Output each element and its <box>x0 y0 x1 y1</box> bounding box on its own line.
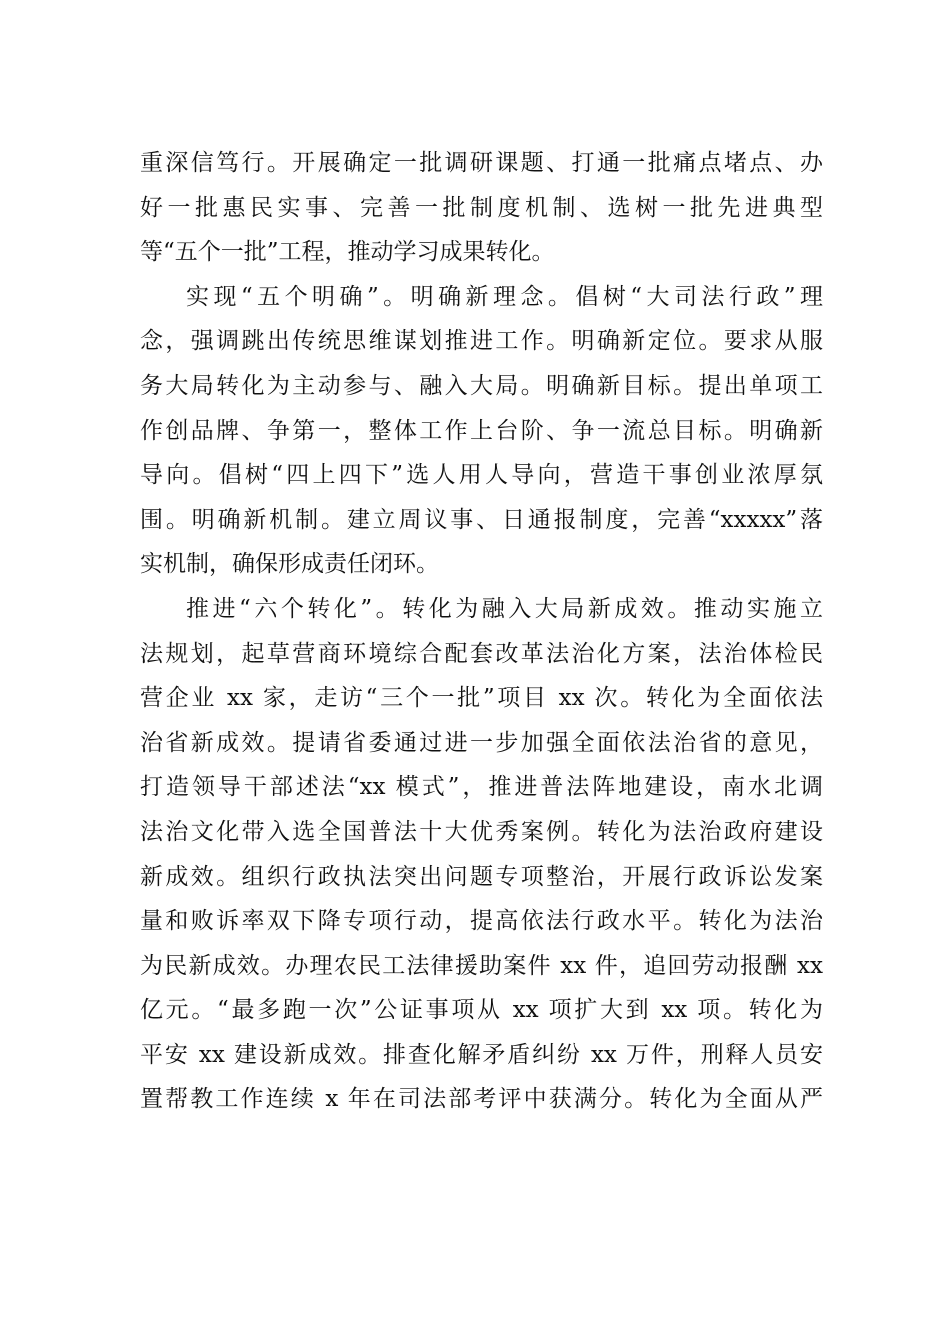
text-line: 量和败诉率双下降专项行动，提高依法行政水平。转化为法治 <box>140 908 823 935</box>
paragraph-first-line: 推进“六个转化”。转化为融入大局新成效。推动实施立 <box>186 595 823 622</box>
text-line: 治省新成效。提请省委通过进一步加强全面依法治省的意见， <box>140 729 823 756</box>
text-line: 实机制，确保形成责任闭环。 <box>140 551 439 578</box>
text-line: 务大局转化为主动参与、融入大局。明确新目标。提出单项工 <box>140 372 823 399</box>
text-line: 为民新成效。办理农民工法律援助案件 xx 件，追回劳动报酬 xx <box>140 952 823 979</box>
document-body <box>140 141 823 1122</box>
paragraph-first-line: 实现“五个明确”。明确新理念。倡树“大司法行政”理 <box>186 283 823 310</box>
text-line: 作创品牌、争第一，整体工作上台阶、争一流总目标。明确新 <box>140 417 823 444</box>
text-line: 法规划，起草营商环境综合配套改革法治化方案，法治体检民 <box>140 640 823 667</box>
text-line: 置帮教工作连续 x 年在司法部考评中获满分。转化为全面从严 <box>140 1086 823 1113</box>
text-line: 新成效。组织行政执法突出问题专项整治，开展行政诉讼发案 <box>140 863 823 890</box>
text-line: 打造领导干部述法“xx 模式”，推进普法阵地建设，南水北调 <box>140 774 823 801</box>
text-line: 围。明确新机制。建立周议事、日通报制度，完善“xxxxx”落 <box>140 506 823 533</box>
text-line: 营企业 xx 家，走访“三个一批”项目 xx 次。转化为全面依法 <box>140 685 823 712</box>
text-line: 亿元。“最多跑一次”公证事项从 xx 项扩大到 xx 项。转化为 <box>140 997 823 1024</box>
text-line: 平安 xx 建设新成效。排查化解矛盾纠纷 xx 万件，刑释人员安 <box>140 1041 823 1068</box>
text-line: 等“五个一批”工程，推动学习成果转化。 <box>140 239 555 266</box>
text-line: 法治文化带入选全国普法十大优秀案例。转化为法治政府建设 <box>140 818 823 845</box>
text-line: 念，强调跳出传统思维谋划推进工作。明确新定位。要求从服 <box>140 328 823 355</box>
text-line: 好一批惠民实事、完善一批制度机制、选树一批先进典型 <box>140 194 823 221</box>
text-line: 重深信笃行。开展确定一批调研课题、打通一批痛点堵点、办 <box>140 150 823 176</box>
text-line: 导向。倡树“四上四下”选人用人导向，营造干事创业浓厚氛 <box>140 462 823 489</box>
